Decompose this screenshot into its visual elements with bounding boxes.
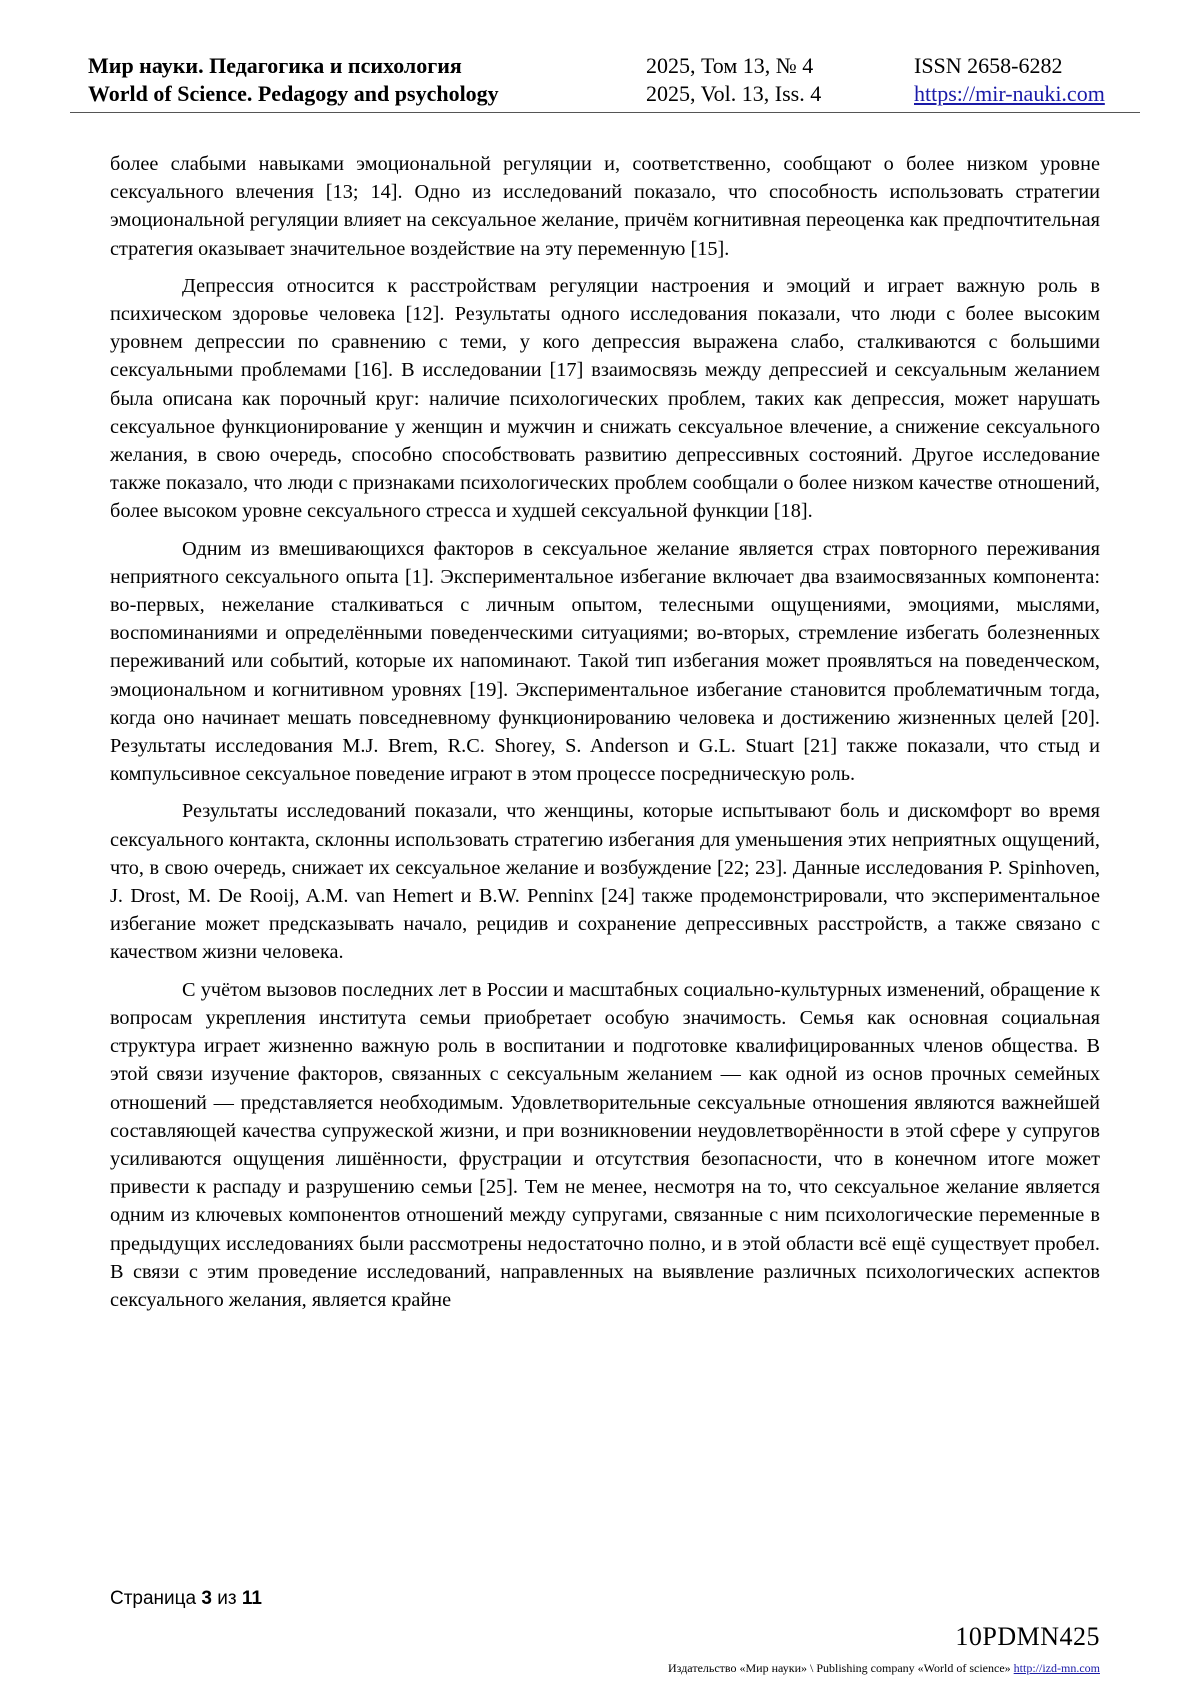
issue-en: 2025, Vol. 13, Iss. 4 — [646, 81, 822, 106]
paragraph-3: Одним из вмешивающихся факторов в сексуальное желание является страх повторного переживания неприятного сексуального опыта [1]. Экспериментальное избегание включает два взаимосвязанных компонента: во-первых, нежелание сталкиваться с личным опытом, телесными ощущениями, эмоциями, мыслями, воспоминаниями и определёнными поведенческими ситуациями; во-вторых, стремление избегать болезненных переживаний или событий, которые их напоминают. Такой тип избегания может проявляться на поведенческом, эмоциональном и когнитивном уровнях [19]. Экспериментальное избегание становится проблематичным тогда, когда оно начинает мешать повседневному функционированию человека и достижению жизненных целей [20]. Результаты исследования M.J. Brem, R.C. Shorey, S. Anderson и G.L. Stuart [21] также показали, что стыд и компульсивное сексуальное поведение играют в этом процессе посредническую роль. — [110, 537, 1100, 786]
publisher-url-link[interactable]: http://izd-mn.com — [1013, 1661, 1100, 1675]
page-label: Страница — [110, 1588, 197, 1609]
journal-title-ru: Мир науки. Педагогика и психология — [88, 53, 462, 78]
page-of: из — [217, 1588, 237, 1609]
page-number — [110, 1588, 262, 1610]
journal-title — [88, 52, 499, 108]
page-total: 11 — [241, 1588, 262, 1609]
page-current: 3 — [201, 1588, 212, 1609]
paragraph-5: С учётом вызовов последних лет в России и масштабных социально-культурных изменений, обращение к вопросам укрепления института семьи приобретает особую значимость. Семья как основная социальная структура играет жизненно важную роль в воспитании и подготовке квалифицированных членов общества. В этой связи изучение факторов, связанных с сексуальным желанием — как одной из основ прочных семейных отношений — представляется необходимым. Удовлетворительные сексуальные отношения являются важнейшей составляющей качества супружеской жизни, и при возникновении неудовлетворённости в этой сфере у супругов усиливаются ощущения лишённости, фрустрации и отсутствия безопасности, что в конечном итоге может привести к распаду и разрушению семьи [25]. Тем не менее, несмотря на то, что сексуальное желание является одним из ключевых компонентов отношений между супругами, связанные с ним психологические переменные в предыдущих исследованиях были рассмотрены недостаточно полно, и в этой области всё ещё существует пробел. В связи с этим проведение исследований, направленных на выявление различных психологических аспектов сексуального желания, является крайне — [110, 978, 1100, 1311]
page-header — [70, 48, 1140, 113]
issue-info — [646, 52, 821, 108]
journal-title-en: World of Science. Pedagogy and psychology — [88, 81, 499, 106]
article-body — [110, 150, 1100, 1323]
paragraph-1: более слабыми навыками эмоциональной регуляции и, соответственно, сообщают о более низком уровне сексуального влечения [13; 14]. Одно из исследований показало, что способность использовать стратегии эмоциональной регуляции влияет на сексуальное желание, причём когнитивная переоценка как предпочтительная стратегия оказывает значительное воздействие на эту переменную [15]. — [110, 153, 1100, 260]
paragraph-4: Результаты исследований показали, что женщины, которые испытывают боль и дискомфорт во время сексуального контакта, склонны использовать стратегию избегания для уменьшения этих неприятных ощущений, что, в свою очередь, снижает их сексуальное желание и возбуждение [22; 23]. Данные исследования P. Spinhoven, J. Drost, M. De Rooij, A.M. van Hemert и B.W. Penninx [24] также продемонстрировали, что экспериментальное избегание может предсказывать начало, рецидив и сохранение депрессивных расстройств, а также связано с качеством жизни человека. — [110, 800, 1100, 964]
article-code: 10PDMN425 — [955, 1622, 1100, 1651]
issue-ru: 2025, Том 13, № 4 — [646, 53, 814, 78]
publisher-line — [668, 1661, 1100, 1676]
paragraph-2: Депрессия относится к расстройствам регуляции настроения и эмоций и играет важную роль в психическом здоровье человека [12]. Результаты одного исследования показали, что люди с более высоким уровнем депрессии по сравнению с теми, у кого депрессия выражена слабо, сталкиваются с большими сексуальными проблемами [16]. В исследовании [17] взаимосвязь между депрессией и сексуальным желанием была описана как порочный круг: наличие психологических проблем, таких как депрессия, может нарушать сексуальное функционирование у женщин и мужчин и снижать сексуальное влечение, а снижение сексуального желания, в свою очередь, способно способствовать развитию депрессивных состояний. Другое исследование также показало, что люди с признаками психологических проблем сообщали о более низком качестве отношений, более высоком уровне сексуального стресса и худшей сексуальной функции [18]. — [110, 274, 1100, 523]
publisher-text: Издательство «Мир науки» \ Publishing company «World of science» — [668, 1661, 1011, 1675]
issn-block — [914, 52, 1105, 108]
journal-url-link[interactable]: https://mir-nauki.com — [914, 81, 1105, 106]
issn: ISSN 2658-6282 — [914, 53, 1063, 78]
